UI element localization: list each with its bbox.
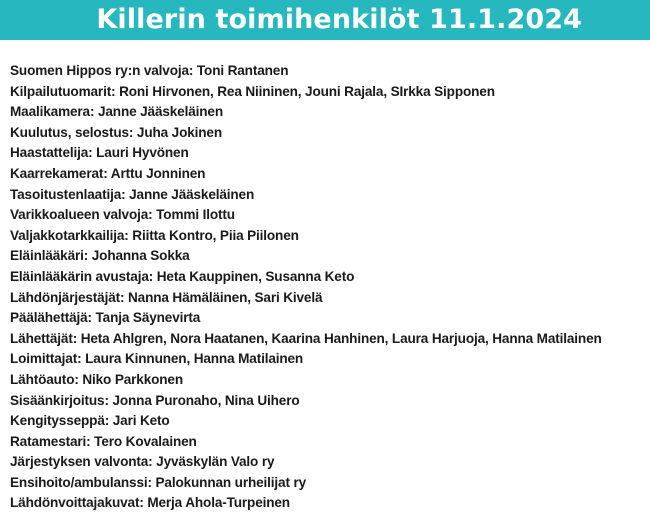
page-title: Killerin toimihenkilöt 11.1.2024 (96, 4, 582, 35)
official-role-first-aid: Ensihoito/ambulanssi: Palokunnan urheilijat ry (10, 474, 306, 490)
official-role-starting-car: Lähtöauto: Niko Parkkonen (10, 371, 183, 387)
official-role-finish-camera: Maalikamera: Janne Jääskeläinen (10, 104, 223, 120)
official-role-veterinarian: Eläinlääkäri: Johanna Sokka (10, 248, 190, 264)
official-role-farrier: Kengitysseppä: Jari Keto (10, 413, 170, 429)
official-role-start-organizers: Lähdönjärjestäjät: Nanna Hämäläinen, Sari Kivelä (10, 289, 323, 305)
official-role-security: Järjestyksen valvonta: Jyväskylän Valo ry (10, 454, 275, 470)
official-role-chief-starter: Päälähettäjä: Tanja Säynevirta (10, 310, 201, 326)
official-role-race-judges: Kilpailutuomarit: Roni Hirvonen, Rea Niininen, Jouni Rajala, SIrkka Sipponen (10, 83, 495, 99)
official-role-vet-assistants: Eläinlääkärin avustaja: Heta Kauppinen, Susanna Keto (10, 268, 355, 284)
official-role-harness-inspectors: Valjakkotarkkailija: Riitta Kontro, Piia Piilonen (10, 227, 299, 243)
official-role-starters: Lähettäjät: Heta Ahlgren, Nora Haatanen, Kaarina Hanhinen, Laura Harjuoja, Hanna Matilainen (10, 330, 602, 346)
official-role-interviewer: Haastattelija: Lauri Hyvönen (10, 145, 189, 161)
official-role-paddock-supervisor: Varikkoalueen valvoja: Tommi Ilottu (10, 207, 235, 223)
official-role-winner-photos: Lähdönvoittajakuvat: Merja Ahola-Turpeinen (10, 495, 290, 511)
official-role-curve-cameras: Kaarrekamerat: Arttu Jonninen (10, 165, 206, 181)
official-role-announcer: Kuulutus, selostus: Juha Jokinen (10, 124, 222, 140)
official-role-handicapper: Tasoitustenlaatija: Janne Jääskeläinen (10, 186, 255, 202)
official-role-check-in: Sisäänkirjoitus: Jonna Puronaho, Nina Uihero (10, 392, 300, 408)
officials-list (10, 61, 602, 514)
title-banner (0, 0, 650, 40)
official-role-blanketers: Loimittajat: Laura Kinnunen, Hanna Matilainen (10, 351, 304, 367)
official-role-track-master: Ratamestari: Tero Kovalainen (10, 433, 197, 449)
official-role-hippos-supervisor: Suomen Hippos ry:n valvoja: Toni Rantanen (10, 63, 289, 78)
